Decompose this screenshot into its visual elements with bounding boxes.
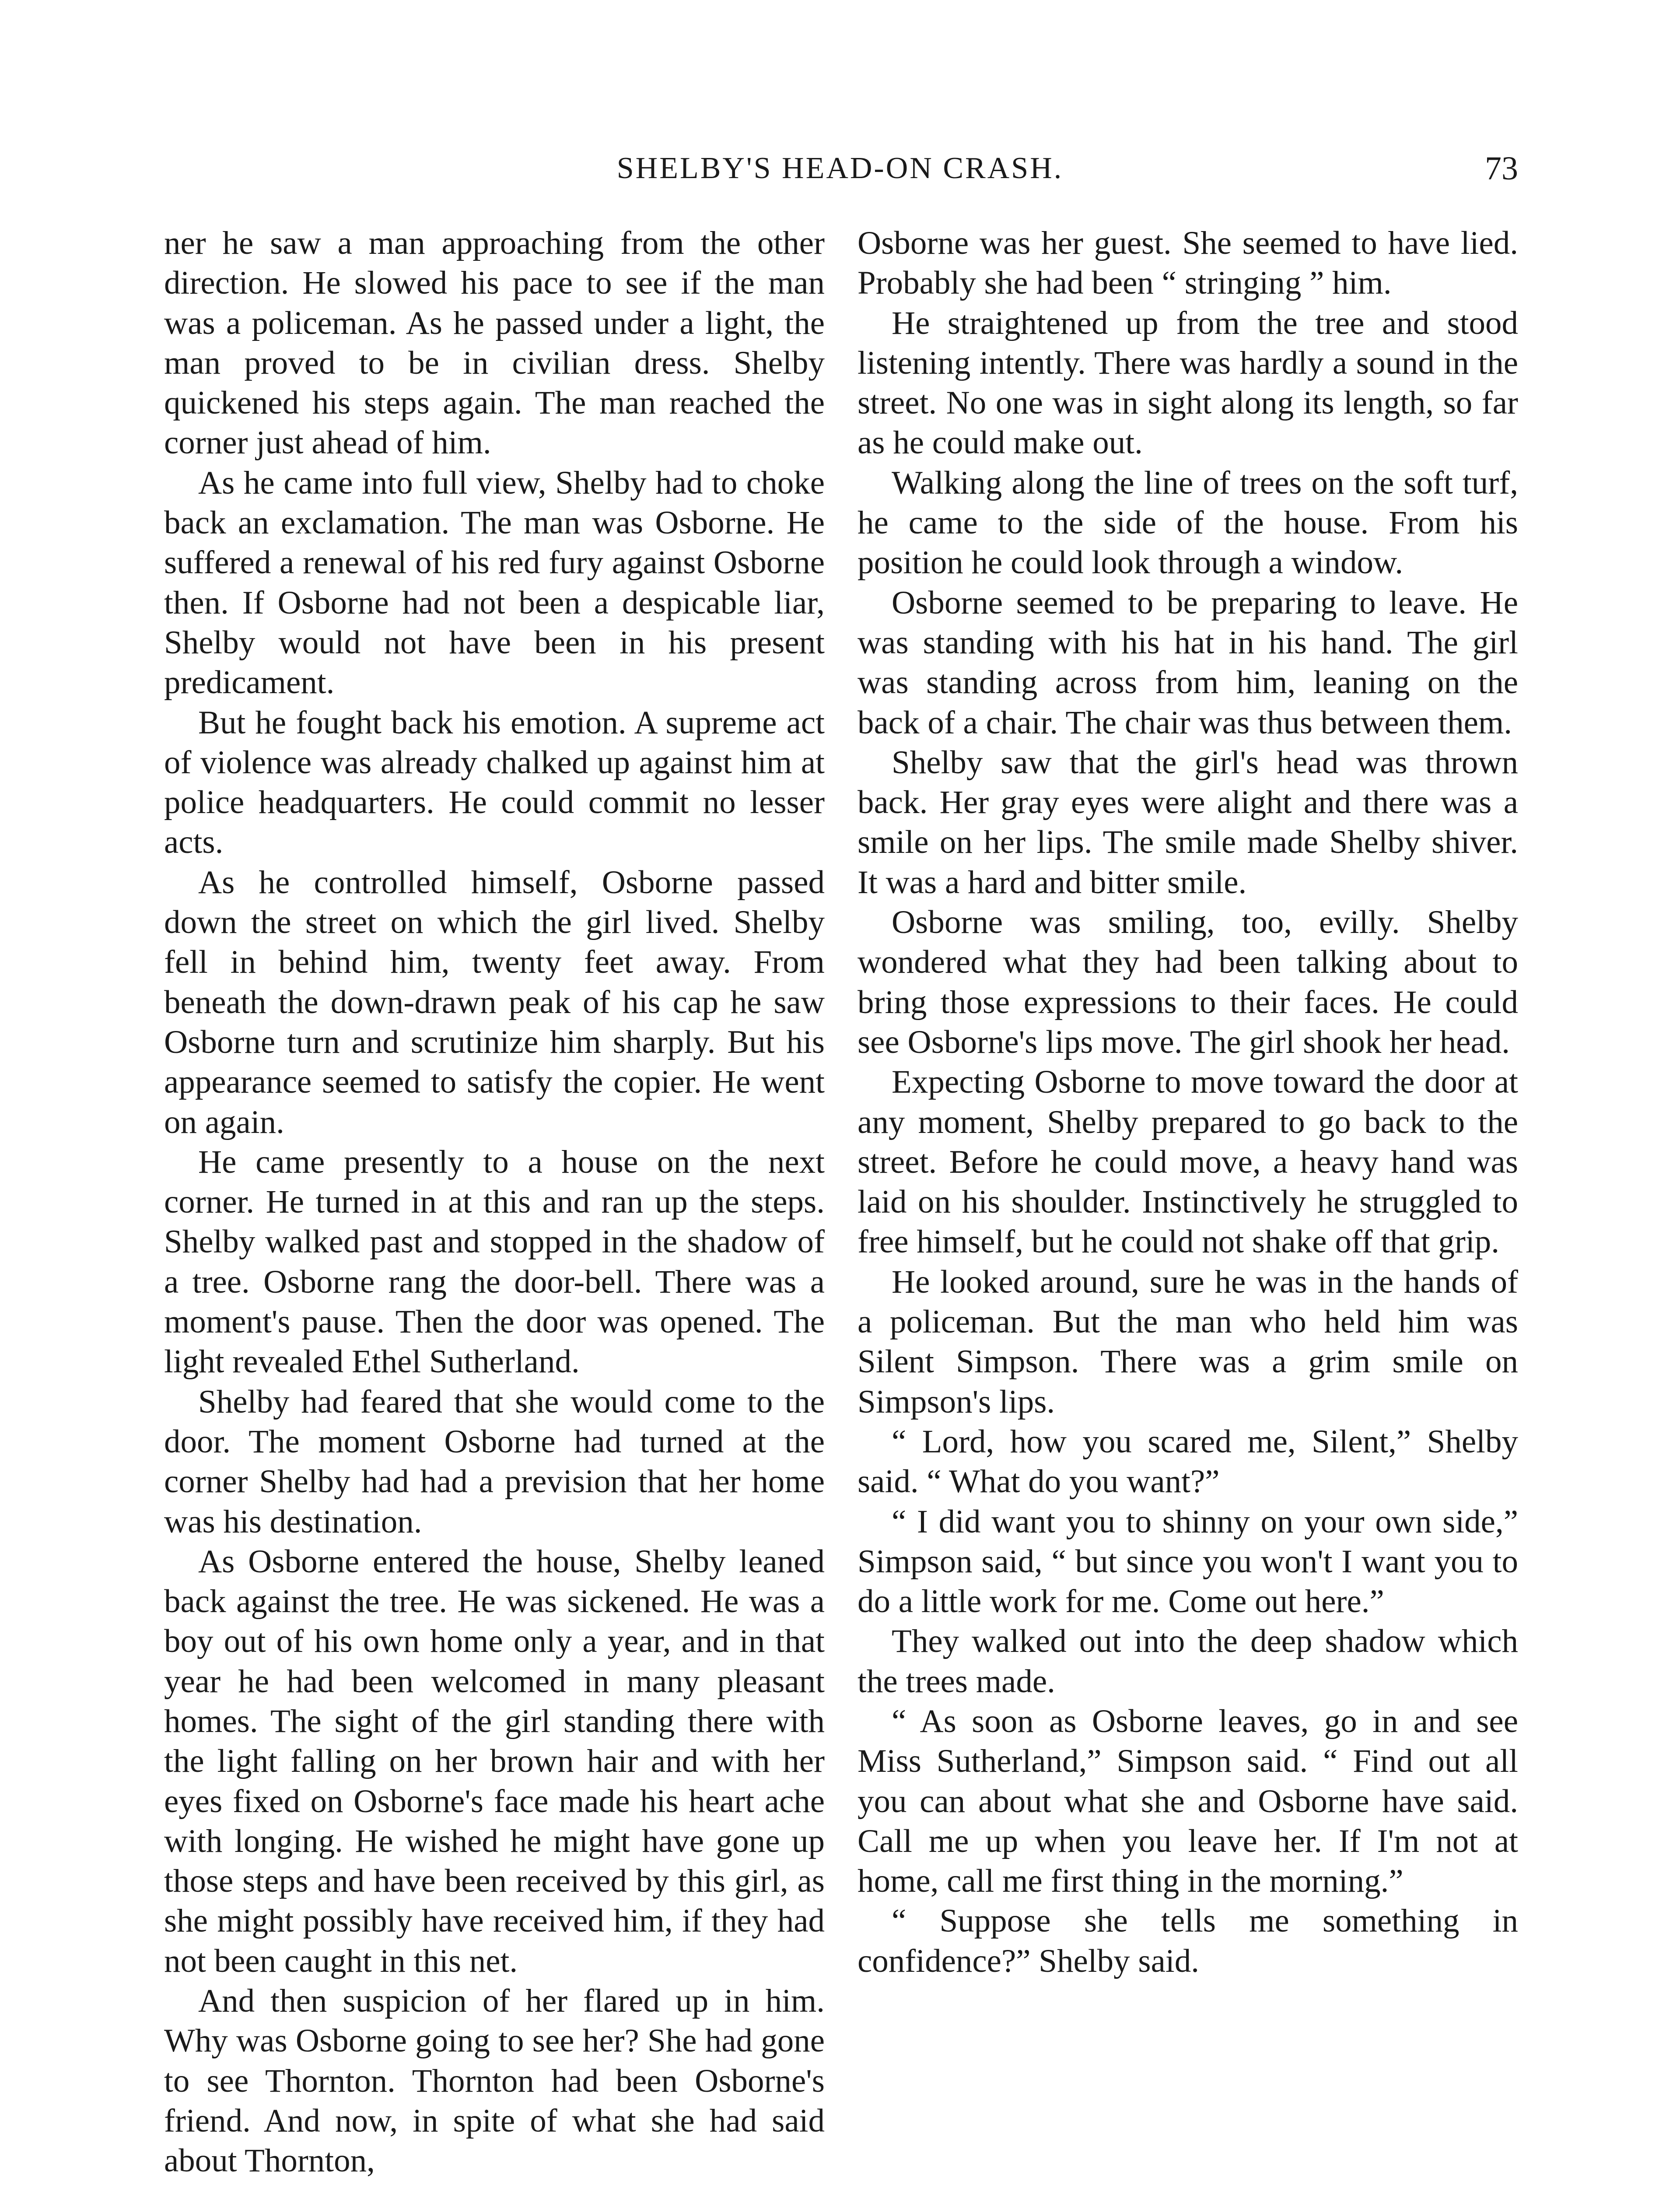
paragraph: “ As soon as Osborne leaves, go in and see Miss Sutherland,” Simpson said. “ Find out all you can about what she and Osborne have said. Call me up when you leave her. If I'm not at home, call me first thing in the morning.” — [858, 1703, 1518, 1900]
paragraph: Walking along the line of trees on the soft turf, he came to the side of the house. From his position he could look through a window. — [858, 464, 1518, 581]
paragraph: He looked around, sure he was in the hands of a policeman. But the man who held him was Silent Simpson. There was a grim smile on Simpson's lips. — [858, 1263, 1518, 1420]
paragraph: As he came into full view, Shelby had to choke back an exclamation. The man was Osborne. He suffered a renewal of his red fury against Osborne then. If Osborne had not been a despicable liar, Shelby would not have been in his present predicament. — [164, 464, 825, 701]
paragraph: He came presently to a house on the next corner. He turned in at this and ran up the steps. Shelby walked past and stopped in the shadow of a tree. Osborne rang the door-bell. There was a moment's pause. Then the door was opened. The light revealed Ethel Sutherland. — [164, 1143, 825, 1380]
paragraph: As he controlled himself, Osborne passed down the street on which the girl lived. Shelby fell in behind him, twenty feet away. From beneath the down-drawn peak of his cap he saw Osborne turn and scrutinize him sharply. But his appearance seemed to satisfy the copier. He went on again. — [164, 864, 825, 1140]
running-head — [162, 144, 1518, 193]
paragraph: Osborne was her guest. She seemed to have lied. Probably she had been “ stringing ” him. — [858, 225, 1518, 302]
paragraph: Shelby saw that the girl's head was thrown back. Her gray eyes were alight and there was a smile on her lips. The smile made Shelby shiver. It was a hard and bitter smile. — [858, 744, 1518, 901]
page-number: 73 — [1485, 150, 1518, 187]
paragraph: Shelby had feared that she would come to the door. The moment Osborne had turned at the corner Shelby had had a prevision that her home was his destination. — [164, 1383, 825, 1540]
running-title: SHELBY'S HEAD-ON CRASH. — [616, 151, 1064, 185]
paragraph: “ Lord, how you scared me, Silent,” Shelby said. “ What do you want?” — [858, 1423, 1518, 1500]
paragraph: As Osborne entered the house, Shelby leaned back against the tree. He was sickened. He was a boy out of his own home only a year, and in that year he had been welcomed in many pleasant homes. The sight of the girl standing there with the light falling on her brown hair and with her eyes fixed on Osborne's face made his heart ache with longing. He wished he might have gone up those steps and have been received by this girl, as she might possibly have received him, if they had not been caught in this net. — [164, 1543, 825, 1979]
paragraph: “ I did want you to shinny on your own side,” Simpson said, “ but since you won't I want you to do a little work for me. Come out here.” — [858, 1503, 1518, 1620]
paragraph: They walked out into the deep shadow which the trees made. — [858, 1623, 1518, 1700]
paragraph: But he fought back his emotion. A supreme act of violence was already chalked up against him at police headquarters. He could commit no lesser acts. — [164, 704, 825, 861]
right-column — [858, 223, 1518, 1981]
paragraph: And then suspicion of her flared up in him. Why was Osborne going to see her? She had gone to see Thornton. Thornton had been Osborne's friend. And now, in spite of what she had said about Thornton, — [164, 1983, 825, 2179]
paragraph: Osborne was smiling, too, evilly. Shelby wondered what they had been talking about to bring those expressions to their faces. He could see Osborne's lips move. The girl shook her head. — [858, 904, 1518, 1060]
paragraph: “ Suppose she tells me something in confidence?” Shelby said. — [858, 1903, 1518, 1979]
paragraph: Osborne seemed to be preparing to leave. He was standing with his hat in his hand. The girl was standing across from him, leaning on the back of a chair. The chair was thus between them. — [858, 584, 1518, 741]
left-column — [164, 223, 825, 2181]
paragraph: ner he saw a man approaching from the other direction. He slowed his pace to see if the man was a policeman. As he passed under a light, the man proved to be in civilian dress. Shelby quickened his steps again. The man reached the corner just ahead of him. — [164, 225, 825, 461]
paragraph: Expecting Osborne to move toward the door at any moment, Shelby prepared to go back to the street. Before he could move, a heavy hand was laid on his shoulder. Instinctively he struggled to free himself, but he could not shake off that grip. — [858, 1064, 1518, 1260]
paragraph: He straightened up from the tree and stood listening intently. There was hardly a sound in the street. No one was in sight along its length, so far as he could make out. — [858, 305, 1518, 461]
